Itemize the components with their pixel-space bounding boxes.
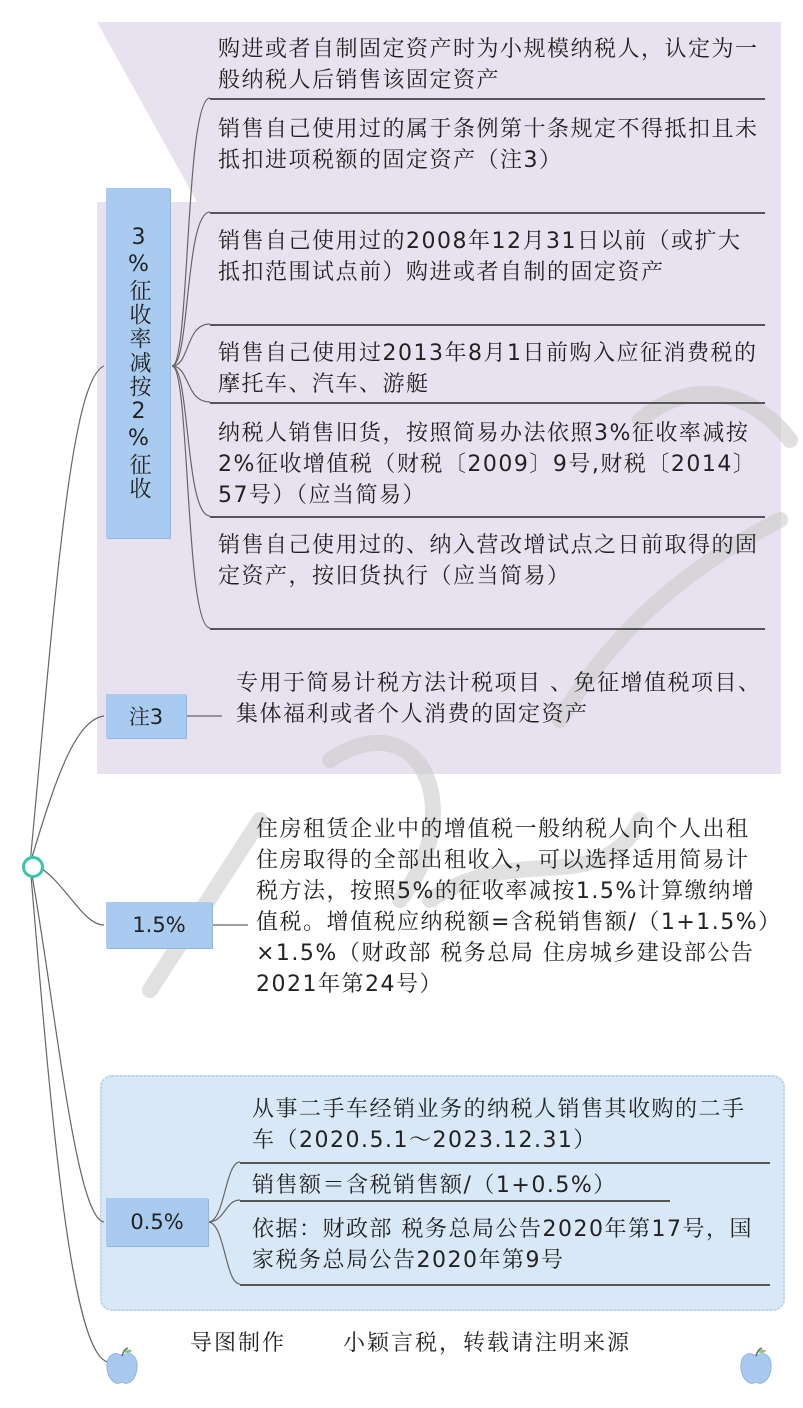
tag-3pct[interactable]: 3%征收率减按2%征收 [106, 188, 170, 538]
legal-basis: 依据：财政部 税务总局公告2020年第17号，国家税务总局公告2020年第9号 [252, 1217, 753, 1273]
item-3pct-6: 销售自己使用过的、纳入营改增试点之日前取得的固定资产，按旧货执行（应当简易） [218, 533, 759, 589]
divider [240, 1162, 770, 1164]
divider [240, 1284, 770, 1286]
divider [210, 324, 765, 326]
item-3pct-2: 销售自己使用过的属于条例第十条规定不得抵扣且未抵扣进项税额的固定资产（注3） [218, 117, 759, 173]
divider [240, 1200, 670, 1202]
apple-icon [738, 1346, 774, 1386]
item-3pct-1: 购进或者自制固定资产时为小规模纳税人，认定为一般纳税人后销售该固定资产 [218, 37, 759, 93]
footer-made-by: 导图制作 [190, 1331, 287, 1356]
connector-0-5pct [30, 864, 104, 1222]
tag-0-5pct[interactable]: 0.5% [106, 1198, 208, 1246]
note3-text: 专用于简易计税方法计税项目 、免征增值税项目、集体福利或者个人消费的固定资产 [236, 671, 762, 727]
tag-1-5pct[interactable]: 1.5% [106, 902, 212, 948]
connector-item-1 [172, 98, 210, 366]
footer [190, 1326, 631, 1357]
divider [210, 402, 765, 404]
tag-note3[interactable]: 注3 [106, 694, 186, 738]
divider [210, 516, 765, 518]
rental-text: 住房租赁企业中的增值税一般纳税人向个人出租住房取得的全部出租收入，可以选择适用简易计税方法，按照5%的征收率减按1.5%计算缴纳增值税。增值税应纳税额=含税销售额/（1+1.5%）×1.5%（财政部 税务总局 住房城乡建设部公告2021年第24号） [256, 817, 771, 997]
item-3pct-3: 销售自己使用过的2008年12月31日以前（或扩大抵扣范围试点前）购进或者自制的固定资产 [218, 229, 742, 285]
used-car-text: 从事二手车经销业务的纳税人销售其收购的二手车（2020.5.1～2023.12.31） [252, 1097, 746, 1153]
divider [210, 628, 765, 630]
root-node[interactable] [22, 856, 44, 878]
divider [210, 98, 765, 100]
item-3pct-5: 纳税人销售旧货，按照简易办法依照3%征收率减按2%征收增值税（财税〔2009〕9号,财税〔2014〕57号）（应当简易） [218, 421, 757, 508]
sales-formula: 销售额＝含税销售额/（1+0.5%） [252, 1173, 617, 1198]
connector-3pct [30, 366, 104, 864]
divider [210, 212, 765, 214]
item-3pct-4: 销售自己使用过2013年8月1日前购入应征消费税的摩托车、汽车、游艇 [218, 341, 758, 397]
apple-icon [104, 1346, 140, 1386]
footer-source: 小颖言税，转载请注明来源 [343, 1331, 632, 1356]
